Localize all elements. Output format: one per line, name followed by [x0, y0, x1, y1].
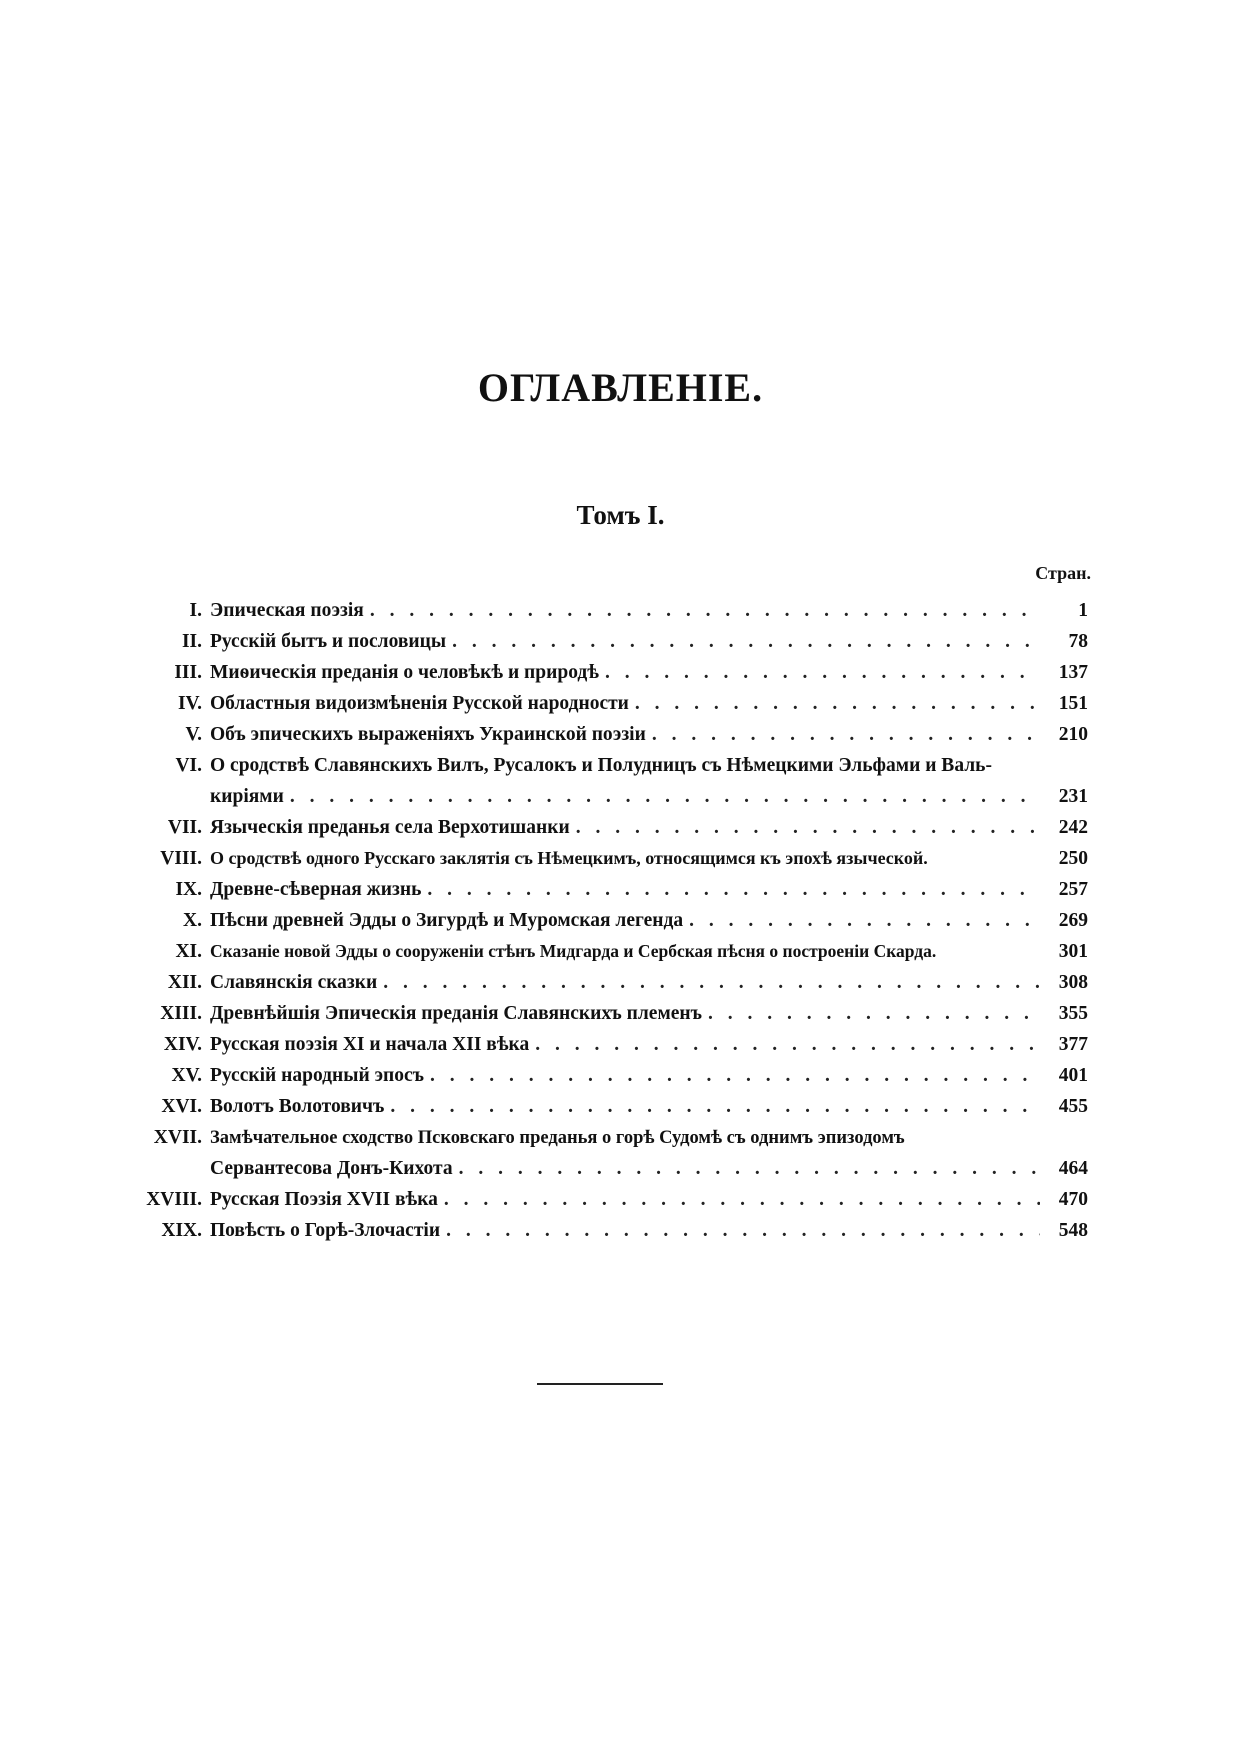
- dot-leader: [576, 812, 1040, 843]
- toc-entry-title: Русскій народный эпосъ: [210, 1065, 425, 1086]
- volume-title: Томъ I.: [576, 500, 665, 530]
- toc-entry-title: Русская Поэзія XVII вѣка: [210, 1189, 438, 1210]
- toc-entry-title-continued: Сервантесова Донъ-Кихота: [210, 1158, 453, 1179]
- toc-entry-number: IX.: [175, 879, 202, 900]
- toc-entry-page: 231: [1058, 786, 1088, 807]
- dot-leader: [427, 874, 1040, 905]
- dot-leader: [290, 781, 1040, 812]
- toc-entry-page: 257: [1058, 879, 1088, 900]
- toc-entry-title: Древне-сѣверная жизнь: [210, 879, 422, 900]
- dot-leader: [689, 905, 1040, 936]
- toc-entry-title: Замѣчательное сходство Псковскаго преданья о горѣ Судомѣ съ однимъ эпизодомъ: [210, 1128, 905, 1148]
- toc-entry-number: VIII.: [160, 848, 202, 869]
- toc-entry-number: VII.: [167, 817, 202, 838]
- toc-entry-number: X.: [183, 910, 202, 931]
- toc-entry-title: О сродствѣ одного Русскаго заклятія съ Нѣмецкимъ, относящимся къ эпохѣ языческой.: [210, 848, 928, 868]
- toc-entry[interactable]: [140, 812, 1088, 843]
- toc-entry-page: 151: [1058, 693, 1088, 714]
- toc-entry-number: V.: [185, 724, 202, 745]
- toc-entry-page: 1: [1078, 600, 1088, 621]
- toc-entry[interactable]: [140, 1184, 1088, 1215]
- dot-leader: [535, 1029, 1040, 1060]
- toc-entry-title: Объ эпическихъ выраженіяхъ Украинской поэзіи: [210, 724, 646, 745]
- toc-entry[interactable]: [140, 1091, 1088, 1122]
- toc-entry[interactable]: [140, 998, 1088, 1029]
- toc-entry[interactable]: [140, 936, 1088, 967]
- toc-entry[interactable]: [140, 1060, 1088, 1091]
- toc-entry-title: Славянскія сказки: [210, 972, 378, 993]
- toc-entry-page: 355: [1058, 1003, 1088, 1024]
- dot-leader: [383, 967, 1040, 998]
- toc-entry-page: 455: [1058, 1096, 1088, 1117]
- toc-entry[interactable]: [140, 874, 1088, 905]
- toc-entry-number: XI.: [175, 941, 202, 962]
- toc-entry-title: Русская поэзія XI и начала XII вѣка: [210, 1034, 530, 1055]
- toc-entry[interactable]: [140, 967, 1088, 998]
- toc-entry[interactable]: [140, 719, 1088, 750]
- toc-entry-number: VI.: [175, 755, 202, 776]
- toc-entry-number: XIII.: [160, 1003, 202, 1024]
- toc-entry-page: 464: [1058, 1158, 1088, 1179]
- closing-rule: [537, 1383, 663, 1385]
- dot-leader: [390, 1091, 1040, 1122]
- toc-entry-page: 308: [1058, 972, 1088, 993]
- toc-entry-page: 470: [1058, 1189, 1088, 1210]
- toc-entry[interactable]: [140, 1029, 1088, 1060]
- toc-entry[interactable]: [140, 657, 1088, 688]
- table-of-contents: [140, 595, 1088, 1246]
- toc-entry-title: Повѣсть о Горѣ-Злочастіи: [210, 1220, 441, 1241]
- toc-entry-number: XV.: [171, 1065, 202, 1086]
- toc-entry-continuation[interactable]: [140, 1153, 1088, 1184]
- toc-entry-number: IV.: [177, 693, 202, 714]
- dot-leader: [459, 1153, 1040, 1184]
- page-title: ОГЛАВЛЕНІЕ.: [477, 365, 764, 410]
- toc-entry-page: 269: [1058, 910, 1088, 931]
- dot-leader: [452, 626, 1040, 657]
- toc-entry-title: Волотъ Волотовичъ: [210, 1096, 385, 1117]
- toc-entry[interactable]: [140, 626, 1088, 657]
- toc-entry-title: Русскій бытъ и пословицы: [210, 631, 447, 652]
- dot-leader: [605, 657, 1040, 688]
- toc-entry-page: 301: [1058, 941, 1088, 962]
- toc-entry-page: 210: [1058, 724, 1088, 745]
- toc-entry-continuation[interactable]: [140, 781, 1088, 812]
- dot-leader: [652, 719, 1040, 750]
- toc-entry-page: 78: [1068, 631, 1088, 652]
- toc-entry-title: Областныя видоизмѣненія Русской народности: [210, 693, 629, 714]
- toc-entry-number: XII.: [167, 972, 202, 993]
- dot-leader: [446, 1215, 1040, 1246]
- toc-entry-title: О сродствѣ Славянскихъ Вилъ, Русалокъ и Полудницъ съ Нѣмецкими Эльфами и Валь-: [210, 755, 992, 776]
- toc-entry-title: Миѳическія преданія о человѣкѣ и природѣ: [210, 662, 599, 683]
- toc-entry-title: Языческія преданья села Верхотишанки: [210, 817, 570, 838]
- toc-entry-title: Пѣсни древней Эдды о Зигурдѣ и Муромская легенда: [210, 910, 684, 931]
- dot-leader: [370, 595, 1040, 626]
- toc-entry[interactable]: [140, 905, 1088, 936]
- toc-entry[interactable]: [140, 1122, 1088, 1153]
- toc-entry-number: XIV.: [163, 1034, 202, 1055]
- toc-entry-page: 137: [1058, 662, 1088, 683]
- toc-entry-number: I.: [189, 600, 202, 621]
- toc-entry-number: II.: [181, 631, 202, 652]
- toc-entry-number: XVII.: [153, 1127, 202, 1148]
- dot-leader: [708, 998, 1040, 1029]
- toc-entry-number: III.: [174, 662, 202, 683]
- toc-entry[interactable]: [140, 688, 1088, 719]
- toc-entry-title-continued: киріями: [210, 786, 284, 807]
- toc-entry-page: 242: [1058, 817, 1088, 838]
- toc-entry[interactable]: [140, 750, 1088, 781]
- toc-entry[interactable]: [140, 843, 1088, 874]
- toc-entry-number: XVIII.: [146, 1189, 202, 1210]
- dot-leader: [635, 688, 1040, 719]
- toc-entry-number: XVI.: [161, 1096, 202, 1117]
- toc-entry-title: Сказаніе новой Эдды о сооруженіи стѣнъ Мидгарда и Сербская пѣсня о построеніи Скарда.: [210, 941, 937, 961]
- toc-entry-page: 250: [1058, 848, 1088, 869]
- toc-entry[interactable]: [140, 1215, 1088, 1246]
- page-column-label: Стран.: [1035, 563, 1091, 583]
- toc-entry-page: 377: [1058, 1034, 1088, 1055]
- toc-entry[interactable]: [140, 595, 1088, 626]
- toc-entry-number: XIX.: [161, 1220, 202, 1241]
- toc-entry-page: 548: [1058, 1220, 1088, 1241]
- toc-entry-title: Древнѣйшія Эпическія преданія Славянскихъ племенъ: [210, 1003, 702, 1024]
- dot-leader: [444, 1184, 1040, 1215]
- toc-entry-page: 401: [1058, 1065, 1088, 1086]
- toc-entry-title: Эпическая поэзія: [210, 600, 364, 621]
- dot-leader: [430, 1060, 1040, 1091]
